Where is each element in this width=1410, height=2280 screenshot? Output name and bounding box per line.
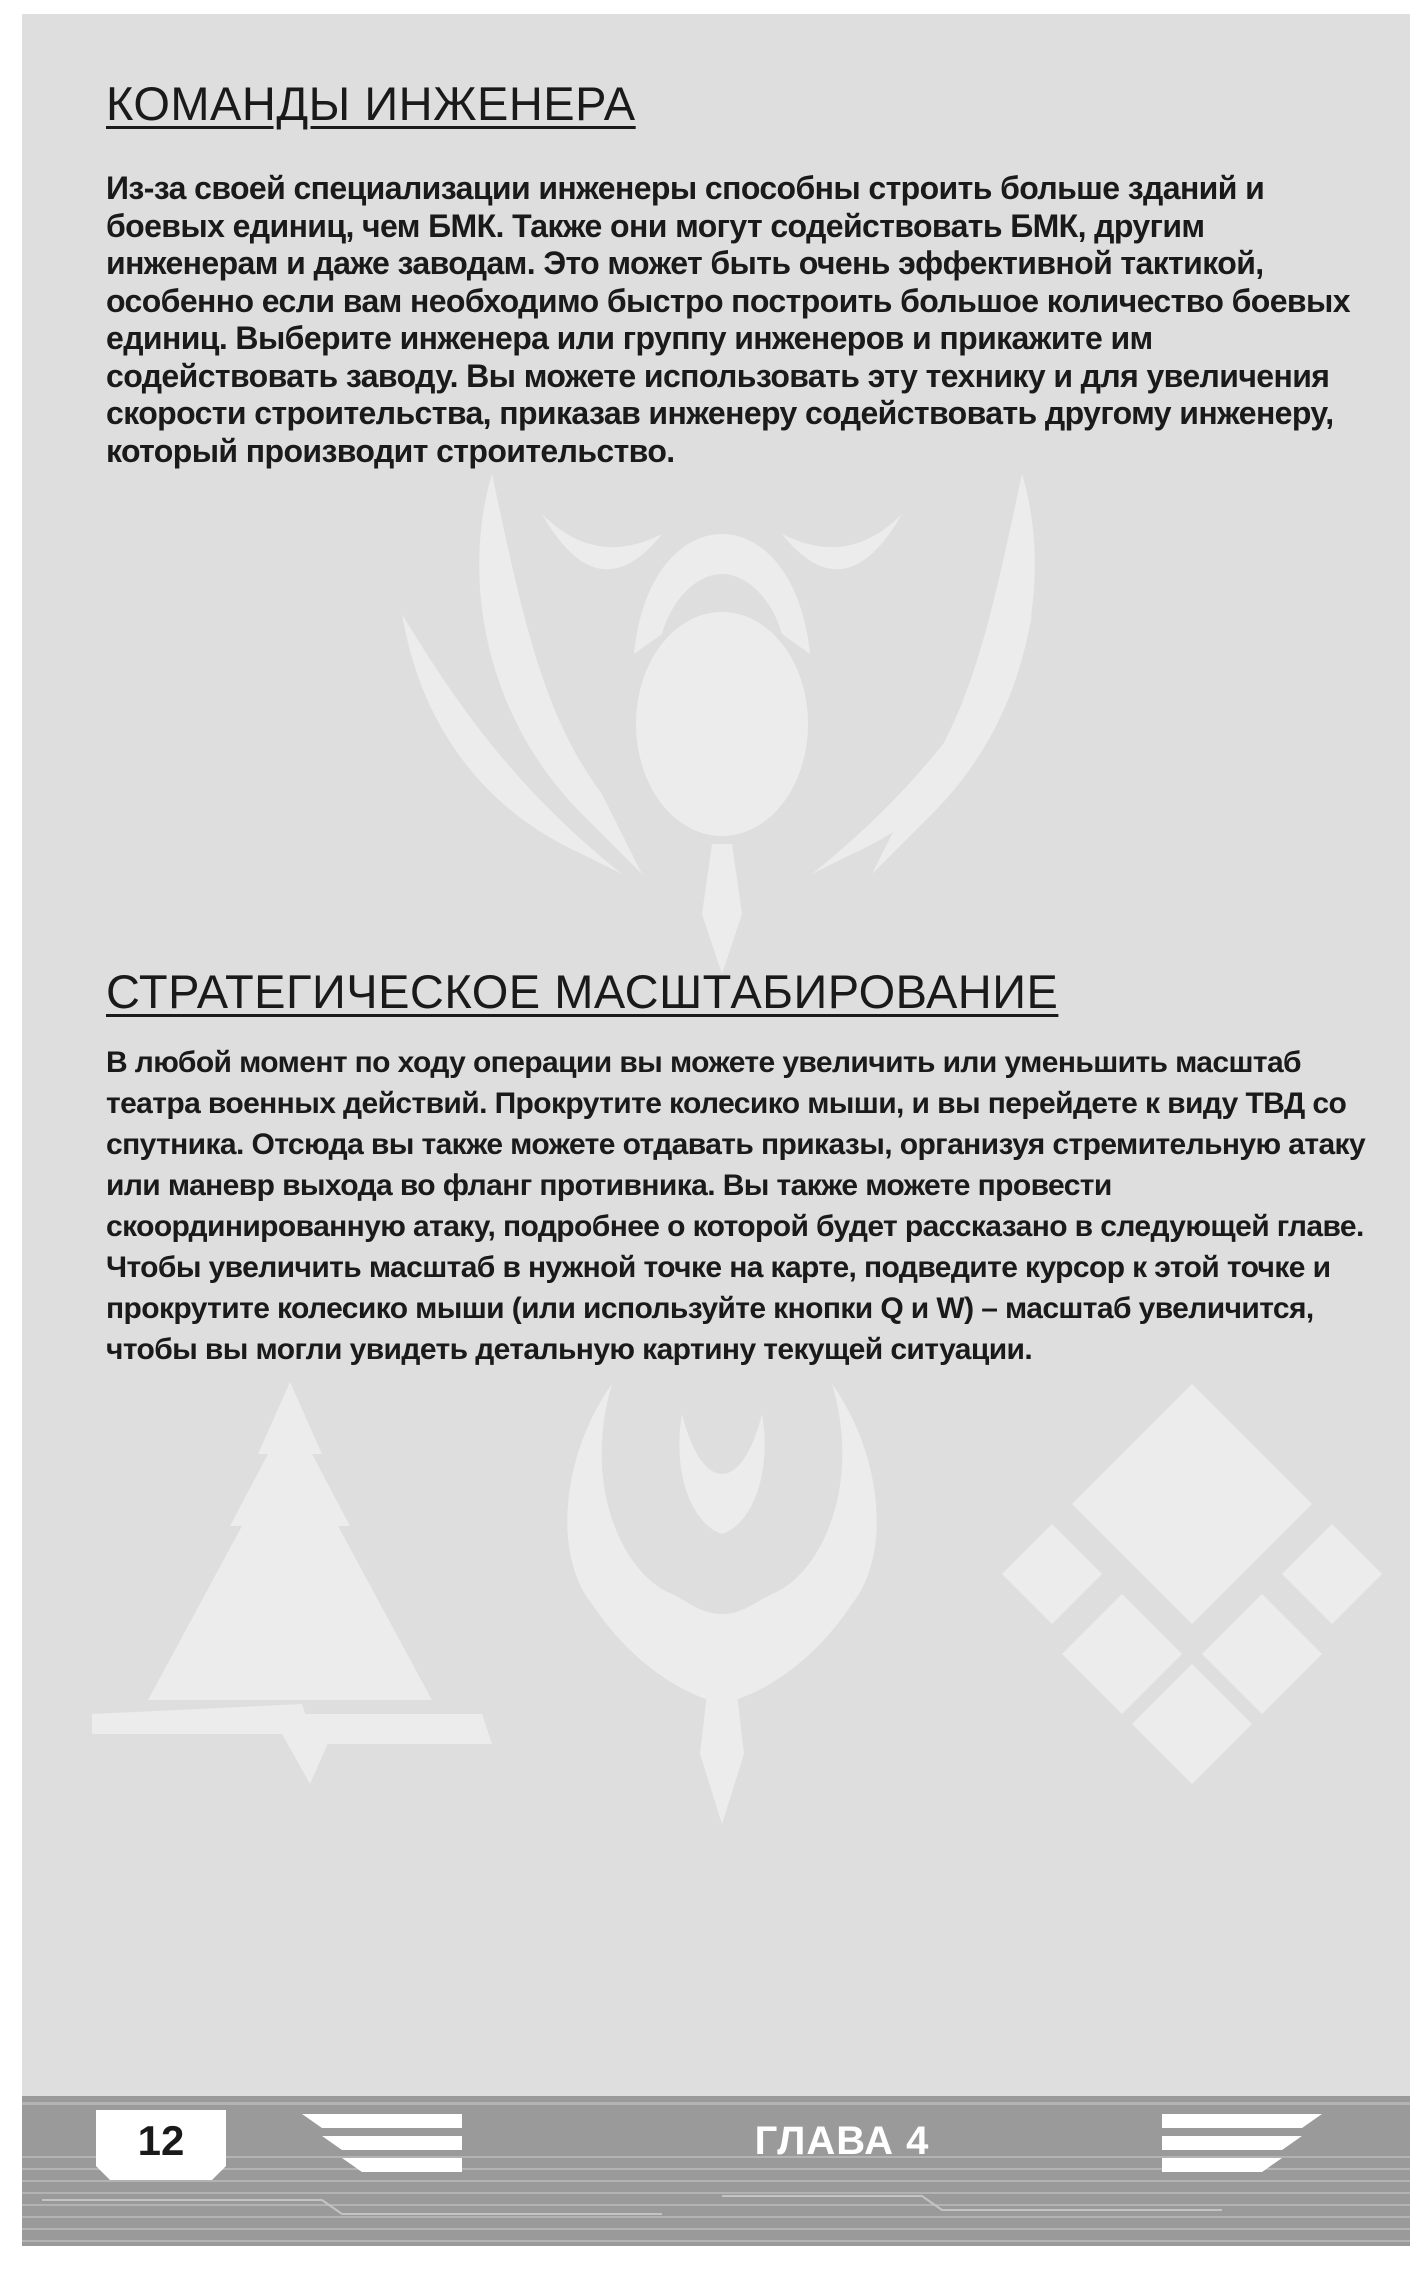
section-heading-engineer-commands: КОМАНДЫ ИНЖЕНЕРА [106, 77, 636, 130]
manual-page [22, 14, 1410, 2246]
triangle-emblem-icon [92, 1382, 492, 1784]
chapter-label: ГЛАВА 4 [754, 2119, 930, 2163]
page-number: 12 [137, 2117, 185, 2164]
diamond-emblem-icon [1002, 1384, 1382, 1784]
crescent-emblem-icon [567, 1384, 876, 1824]
section-body-engineer-commands: Из-за своей специализации инженеры способны строить больше зданий и боевых единиц, чем БМК. Также они могут содействовать БМК, другим инженерам и даже заводам. Это может быть очень эффективной тактикой, особенно если вам необходимо быстро построить большое количество боевых единиц. Выберите инженера или группу инженеров и прикажите им содействовать заводу. Вы можете использовать эту технику и для увеличения скорости строительства, приказав инженеру содействовать другому инженеру, который производит строительство. [106, 170, 1350, 469]
top-emblem-icon [402, 474, 1035, 974]
section-heading-strategic-zoom: СТРАТЕГИЧЕСКОЕ МАСШТАБИРОВАНИЕ [106, 965, 1059, 1018]
section-body-strategic-zoom: В любой момент по ходу операции вы можете увеличить или уменьшить масштаб театра военных действий. Прокрутите колесико мыши, и вы перейдете к виду ТВД со спутника. Отсюда вы также можете отдавать приказы, организуя стремительную атаку или маневр выхода во фланг противника. Вы также можете провести скоординированную атаку, подробнее о которой будет рассказано в следующей главе. Чтобы увеличить масштаб в нужной точке на карте, подведите курсор к этой точке и прокрутите колесико мыши (или используйте кнопки Q и W) – масштаб увеличится, чтобы вы могли увидеть детальную картину текущей ситуации. [106, 1046, 1366, 1366]
